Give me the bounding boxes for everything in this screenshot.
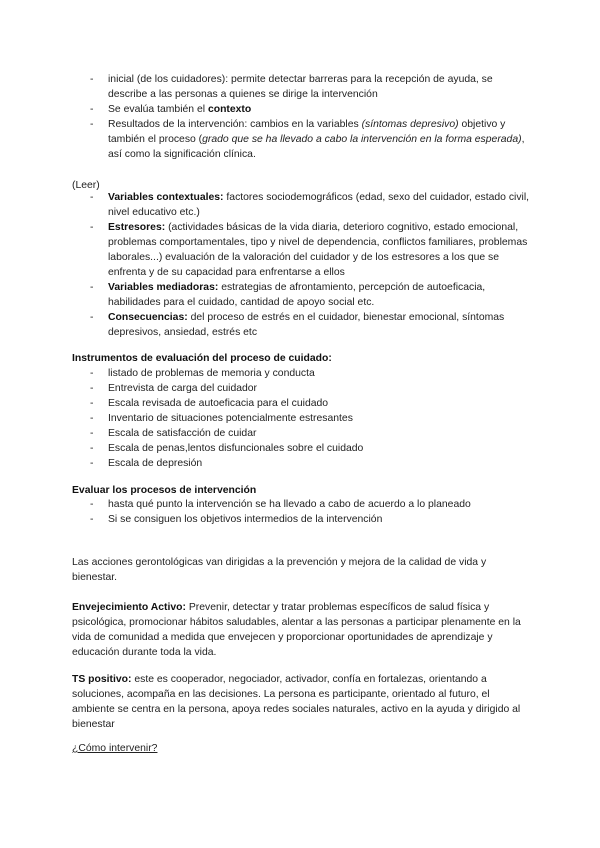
- list-item: - Estresores: (actividades básicas de la vida diaria, deterioro cognitivo, estado emocional, problemas comportamentales, tipo y nivel de dependencia, conflictos familiares, problemas laborales...) evaluación de la valoración del cuidador y de los estresores a los que se enfrenta y de su capacidad para enfrentarse a ellos: [90, 222, 528, 278]
- list-item: - inicial (de los cuidadores): permite detectar barreras para la recepción de ayuda, se describe a las personas a quienes se dirige la intervención: [90, 74, 493, 100]
- list-item: - Si se consiguen los objetivos intermedios de la intervención: [90, 514, 383, 525]
- dash-bullet: -: [90, 192, 94, 203]
- section-heading: Evaluar los procesos de intervención: [72, 485, 257, 496]
- bold-term: Estresores:: [108, 222, 166, 233]
- dash-bullet: -: [90, 74, 94, 85]
- dash-bullet: -: [90, 282, 94, 293]
- variables-list: [72, 190, 532, 340]
- envejecimiento-paragraph: Envejecimiento Activo: Prevenir, detectar y tratar problemas específicos de salud física y psicológica, promocionar hábitos saludables, alentar a las personas a participar plenamente en la vida de comunidad a medida que envejecen y proporcionar oportunidades de aprendizaje y educación durante toda la vida.: [72, 602, 521, 658]
- bold-term: Variables mediadoras:: [108, 282, 219, 293]
- dash-bullet: -: [90, 458, 94, 469]
- list-item: - Escala revisada de autoeficacia para el cuidado: [90, 398, 329, 409]
- dash-bullet: -: [90, 312, 94, 323]
- list-item: - Variables mediadoras: estrategias de afrontamiento, percepción de autoeficacia, habilidades para el cuidado, cantidad de apoyo social etc.: [90, 282, 486, 308]
- dash-bullet: -: [90, 398, 94, 409]
- dash-bullet: -: [90, 514, 94, 525]
- dash-bullet: -: [90, 222, 94, 233]
- list-item: - Resultados de la intervención: cambios en la variables (síntomas depresivo) objetivo y también el proceso (grado que se ha llevado a cabo la intervención en la forma esperada), así como la significación clínica.: [90, 119, 525, 160]
- bold-term: TS positivo:: [72, 674, 132, 685]
- list-item: - hasta qué punto la intervención se ha llevado a cabo de acuerdo a lo planeado: [90, 499, 471, 510]
- leer-note: (Leer): [72, 180, 100, 191]
- bold-term: Consecuencias:: [108, 312, 188, 323]
- list-item: - Entrevista de carga del cuidador: [90, 383, 258, 394]
- instrumentos-list: [72, 366, 532, 471]
- dash-bullet: -: [90, 428, 94, 439]
- list-item: - Variables contextuales: factores sociodemográficos (edad, sexo del cuidador, estado civil, nivel educativo etc.): [90, 192, 530, 218]
- dash-bullet: -: [90, 443, 94, 454]
- evaluar-list: [72, 497, 532, 527]
- section-heading: Instrumentos de evaluación del proceso de cuidado:: [72, 353, 332, 364]
- como-intervenir-link[interactable]: ¿Cómo intervenir?: [72, 743, 158, 754]
- list-item: - Inventario de situaciones potencialmente estresantes: [90, 413, 353, 424]
- bold-term: Variables contextuales:: [108, 192, 224, 203]
- list-item: - Se evalúa también el contexto: [90, 104, 252, 115]
- dash-bullet: -: [90, 368, 94, 379]
- list-item: - Escala de depresión: [90, 458, 203, 469]
- ts-positivo-paragraph: TS positivo: este es cooperador, negociador, activador, confía en fortalezas, orientando a soluciones, acompaña en las decisiones. La persona es participante, orientado al futuro, el ambiente se centra en la persona, apoya redes sociales naturales, activo en la ayuda y dirigido al bienestar: [72, 674, 521, 730]
- dash-bullet: -: [90, 119, 94, 130]
- evaluation-bullet-list: [72, 72, 532, 162]
- list-item: - listado de problemas de memoria y conducta: [90, 368, 315, 379]
- dash-bullet: -: [90, 499, 94, 510]
- acciones-paragraph: Las acciones gerontológicas van dirigidas a la prevención y mejora de la calidad de vida y bienestar.: [72, 557, 487, 583]
- dash-bullet: -: [90, 383, 94, 394]
- list-item: - Consecuencias: del proceso de estrés en el cuidador, bienestar emocional, síntomas depresivos, ansiedad, estrés etc: [90, 312, 505, 338]
- dash-bullet: -: [90, 413, 94, 424]
- dash-bullet: -: [90, 104, 94, 115]
- list-item: - Escala de penas,lentos disfuncionales sobre el cuidado: [90, 443, 364, 454]
- bold-term: Envejecimiento Activo:: [72, 602, 186, 613]
- list-item: - Escala de satisfacción de cuidar: [90, 428, 257, 439]
- bold-term: contexto: [207, 104, 252, 115]
